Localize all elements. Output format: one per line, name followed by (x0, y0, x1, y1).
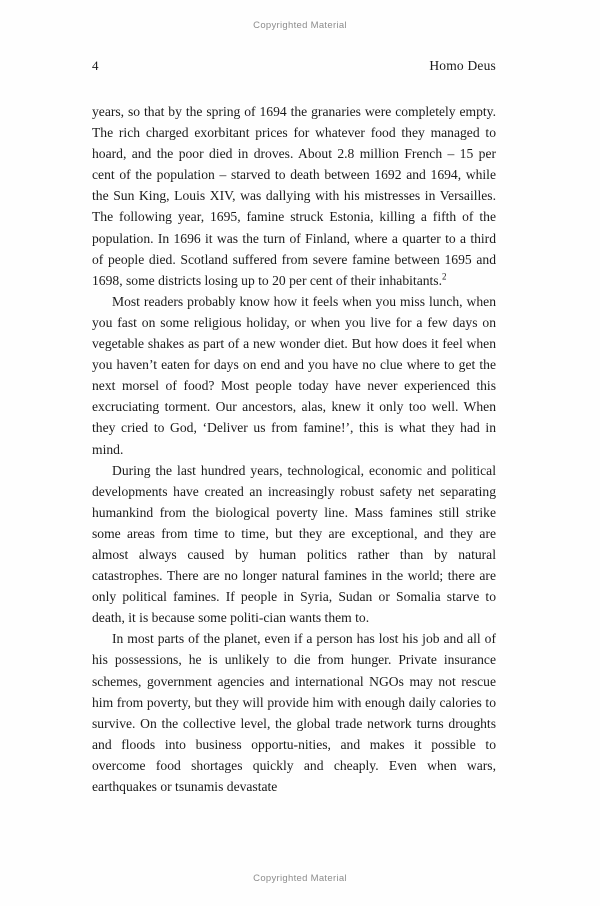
paragraph-3: During the last hundred years, technological, economic and political developments have created an increasingly robust safety net separating humankind from the biological poverty line. Mass famines still strike some areas from time to time, but they are exceptional, and they are almost always caused by human politics rather than by natural catastrophes. There are no longer natural famines in the world; there are only political famines. If people in Syria, Sudan or Somalia starve to death, it is because some politi-cian wants them to. (92, 462, 496, 626)
paragraph-1-text: years, so that by the spring of 1694 the granaries were completely empty. The rich charged exorbitant prices for whatever food they managed to hoard, and the poor died in droves. About 2.8 million French – 15 per cent of the population – starved to death between 1692 and 1694, while the Sun King, Louis XIV, was dallying with his mistresses in Versailles. The following year, 1695, famine struck Estonia, killing a fifth of the population. In 1696 it was the turn of Finland, where a quarter to a third of people died. Scotland suffered from severe famine between 1695 and 1698, some districts losing up to 20 per cent of their inhabitants. (92, 104, 496, 288)
copyright-watermark-top: Copyrighted Material (253, 20, 347, 31)
footnote-reference: 2 (442, 271, 447, 282)
page-number: 4 (92, 58, 99, 73)
page-content (92, 58, 496, 797)
paragraph-2: Most readers probably know how it feels when you miss lunch, when you fast on some religious holiday, or when you live for a few days on vegetable shakes as part of a new wonder diet. But how does it feel when you haven’t eaten for days on end and you have no clue where to get the next morsel of food? Most people today have never experienced this excruciating torment. Our ancestors, alas, knew it only too well. When they cried to God, ‘Deliver us from famine!’, this is what they had in mind. (92, 293, 496, 457)
copyright-watermark-bottom: Copyrighted Material (253, 873, 347, 884)
paragraph-4: In most parts of the planet, even if a person has lost his job and all of his possessions, he is unlikely to die from hunger. Private insurance schemes, government agencies and international NGOs may not rescue him from poverty, but they will provide him with enough daily calories to survive. On the collective level, the global trade network turns droughts and floods into business opportu-nities, and makes it possible to overcome food shortages quickly and cheaply. Even when wars, earthquakes or tsunamis devastate (92, 631, 496, 794)
running-head (92, 58, 496, 74)
book-title: Homo Deus (429, 58, 496, 73)
paragraph-1 (92, 101, 496, 291)
